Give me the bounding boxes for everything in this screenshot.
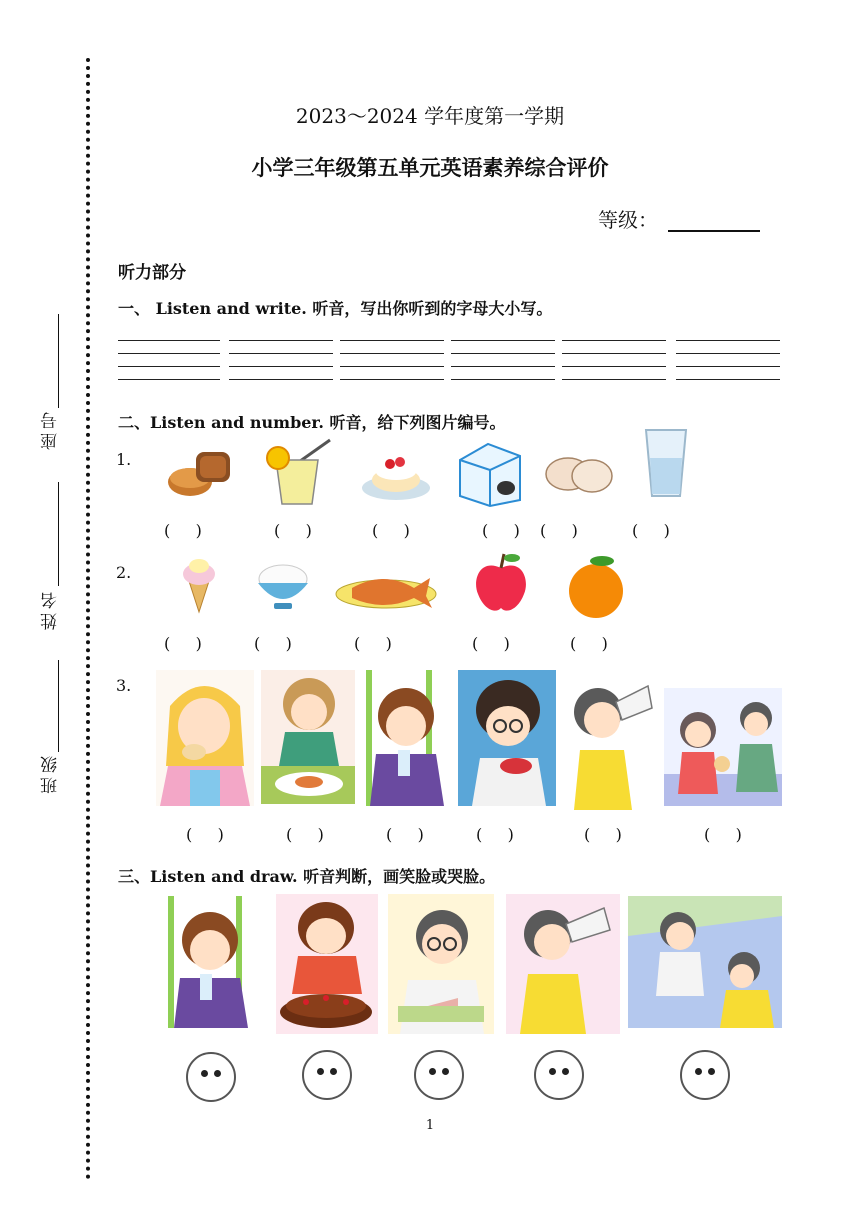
boy-drinking-milk-picture	[562, 672, 656, 810]
cake-icon	[360, 444, 434, 506]
question-2-number: 2.	[116, 563, 132, 582]
milk-icon	[450, 440, 526, 508]
answer-paren[interactable]: ( )	[472, 634, 510, 653]
girl-eating-bread-picture	[156, 670, 254, 806]
water-icon	[642, 426, 690, 500]
name-line	[58, 482, 59, 586]
orange-icon	[560, 553, 632, 619]
face-circle[interactable]	[186, 1052, 236, 1102]
rice-icon	[254, 555, 312, 613]
answer-paren[interactable]: ( )	[482, 521, 520, 540]
class-line	[58, 660, 59, 752]
seat-line	[58, 314, 59, 408]
boy-drinking-water-picture	[164, 896, 256, 1028]
answer-paren[interactable]: ( )	[186, 825, 224, 844]
section-3-title: 三、Listen and draw. 听音判断，画笑脸或哭脸。	[118, 867, 496, 886]
page-number: 1	[425, 1118, 435, 1133]
page-title: 小学三年级第五单元英语素养综合评价	[251, 156, 609, 180]
answer-paren[interactable]: ( )	[354, 634, 392, 653]
juice-icon	[258, 436, 336, 508]
face-circle[interactable]	[414, 1050, 464, 1100]
seat-label: 座号	[41, 408, 61, 450]
part-title: 听力部分	[118, 263, 186, 283]
eggs-icon	[542, 450, 614, 496]
answer-paren[interactable]: ( )	[372, 521, 410, 540]
face-circle[interactable]	[680, 1050, 730, 1100]
answer-paren[interactable]: ( )	[570, 634, 608, 653]
answer-paren[interactable]: ( )	[286, 825, 324, 844]
boy-with-cake-plate-picture	[388, 894, 494, 1034]
grade-blank[interactable]	[668, 230, 760, 232]
class-label: 班级	[41, 752, 61, 794]
binding-dotted-line	[86, 58, 90, 1180]
question-1-number: 1.	[116, 450, 132, 469]
face-circle[interactable]	[302, 1050, 352, 1100]
answer-paren[interactable]: ( )	[164, 521, 202, 540]
boy-drinking-water-picture	[360, 670, 452, 806]
answer-paren[interactable]: ( )	[540, 521, 578, 540]
answer-paren[interactable]: ( )	[274, 521, 312, 540]
question-3-number: 3.	[116, 676, 132, 695]
boy-drinking-milk-picture	[506, 894, 620, 1034]
ice-cream-icon	[178, 556, 220, 614]
bread-icon	[166, 442, 238, 500]
answer-paren[interactable]: ( )	[476, 825, 514, 844]
school-year: 2023～2024 学年度第一学期	[295, 104, 565, 128]
fish-icon	[334, 566, 438, 610]
girl-and-boy-sharing-picture	[664, 688, 782, 806]
girl-eating-meal-picture	[261, 670, 355, 804]
apple-icon	[470, 550, 532, 616]
name-label: 姓名	[41, 588, 61, 630]
face-circle[interactable]	[534, 1050, 584, 1100]
boy-eating-rice-picture	[458, 670, 556, 806]
answer-paren[interactable]: ( )	[386, 825, 424, 844]
answer-paren[interactable]: ( )	[254, 634, 292, 653]
answer-paren[interactable]: ( )	[164, 634, 202, 653]
section-1-title: 一、 Listen and write. 听音，写出你听到的字母大小写。	[118, 299, 553, 318]
section-2-title: 二、Listen and number. 听音，给下列图片编号。	[118, 413, 506, 432]
answer-paren[interactable]: ( )	[704, 825, 742, 844]
grade-label: 等级：	[598, 208, 658, 232]
answer-paren[interactable]: ( )	[632, 521, 670, 540]
boys-sharing-drink-picture	[628, 896, 782, 1028]
girl-with-cake-picture	[276, 894, 378, 1034]
answer-paren[interactable]: ( )	[584, 825, 622, 844]
